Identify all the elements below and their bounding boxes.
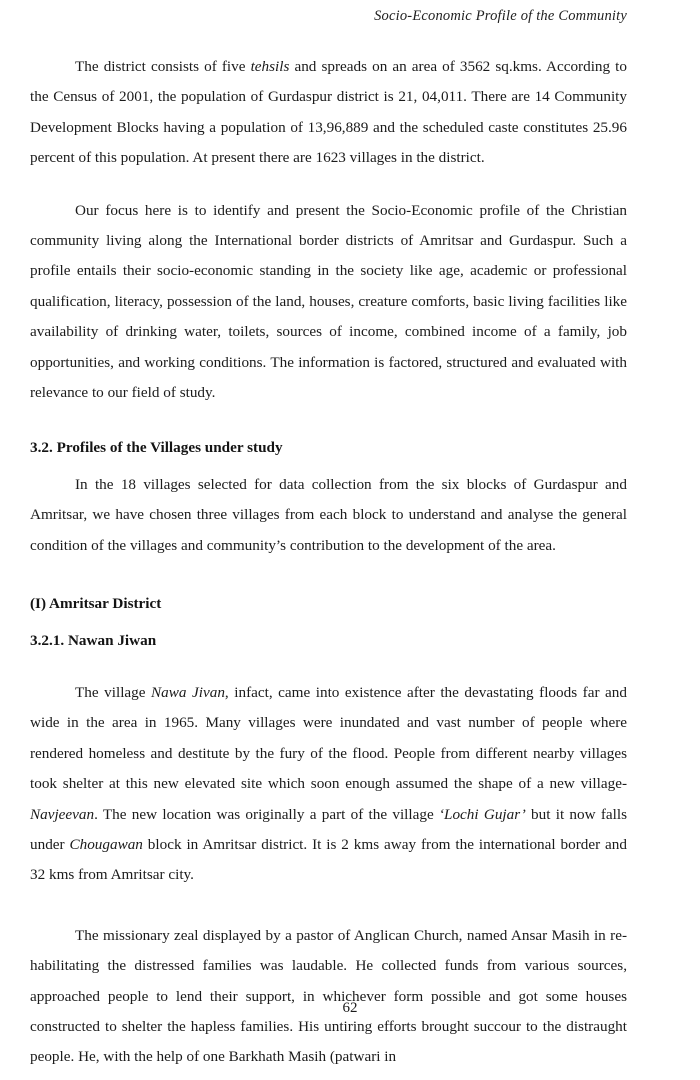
paragraph-text-segment: The village [75,683,152,701]
emphasis-navjeevan: Navjeevan [30,805,95,823]
paragraph-text-segment: . The new location was originally a part of the village [94,805,439,823]
paragraph-text-segment: block in Amritsar district. It is 2 kms away from the international border and 32 kms from Amritsar city. [30,835,627,884]
paragraph-nawa-jivan-history [30,678,627,891]
heading-profiles-of-villages: 3.2. Profiles of the Villages under study [30,439,283,457]
paragraph-district-stats [30,52,627,174]
emphasis-lochi-gujar: ‘Lochi Gujar’ [438,805,526,823]
emphasis-nawa-jivan: Nawa Jivan [151,683,225,701]
paragraph-text-segment: The district consists of five [75,58,251,75]
paragraph-missionary-zeal: The missionary zeal displayed by a pastor of Anglican Church, named Ansar Masih in re-habilitating the distressed families was laudable. He collected funds from various sources, approached people to lend their support, in whichever form possible and got some houses constructed to shelter the hapless families. His untiring efforts brought succour to the distraught people. He, with the help of one Barkhath Masih (patwari in [30,926,627,1066]
heading-amritsar-district: (I) Amritsar District [30,595,162,613]
paragraph-text-segment: and spreads on an area of 3562 sq.kms. According to the Census of 2001, the population of Gurdaspur district is 21, 04,011. There are 14 Community Development Blocks having a population of 13,96,889 and the scheduled caste constitutes 25.96 percent of this population. At present there are 1623 villages in the district. [30,58,628,167]
running-header: Socio-Economic Profile of the Community [374,8,627,24]
paragraph-text-segment: , infact, came into existence after the devastating floods far and wide in the area in 1965. Many villages were inundated and vast number of people where rendered homeless and destitute by the fury of the flood. People from different nearby villages took shelter at this new elevated site which soon enough assumed the shape of a new village- [30,683,627,793]
page-number: 62 [342,1000,358,1016]
paragraph-eighteen-villages: In the 18 villages selected for data collection from the six blocks of Gurdaspur and Amritsar, we have chosen three villages from each block to understand and analyse the general condition of the villages and community’s contribution to the development of the area. [30,475,627,554]
emphasis-tehsils: tehsils [250,58,290,75]
paragraph-focus: Our focus here is to identify and present the Socio-Economic profile of the Christian community living along the International border districts of Amritsar and Gurdaspur. Such a profile entails their socio-economic standing in the society like age, academic or professional qualification, literacy, possession of the land, houses, creature comforts, basic living facilities like availability of drinking water, toilets, sources of income, combined income of a family, job opportunities, and working conditions. The information is factored, structured and evaluated with relevance to our field of study. [30,201,627,402]
paragraph-text-segment: but it now falls under [30,805,627,853]
page-body [30,52,627,1073]
emphasis-chougawan: Chougawan [69,835,143,853]
heading-nawan-jiwan: 3.2.1. Nawan Jiwan [30,631,157,649]
